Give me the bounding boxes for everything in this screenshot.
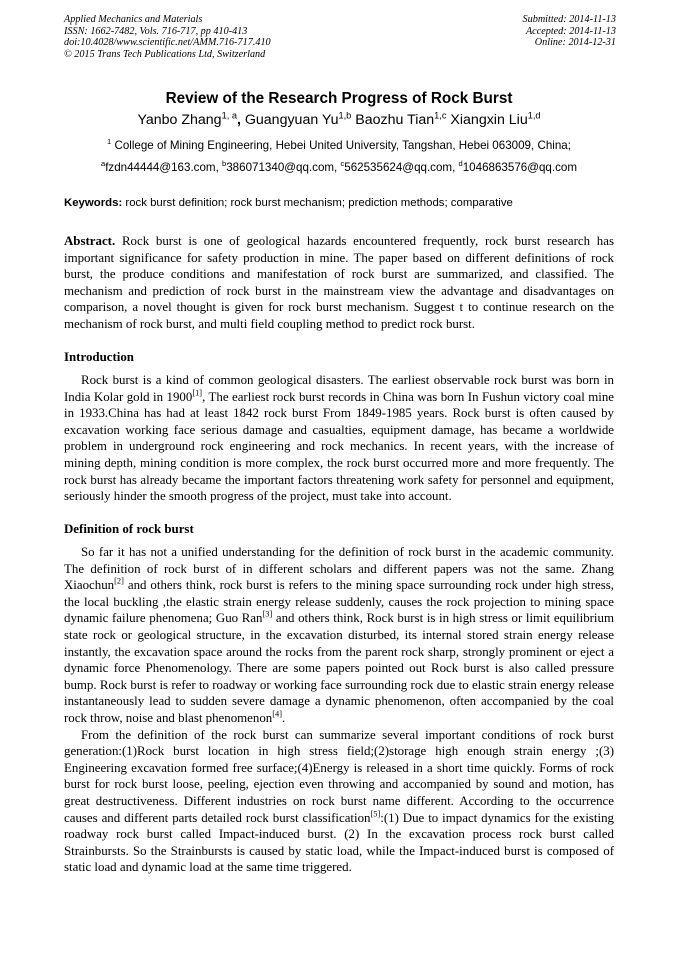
paragraph-text: , The earliest rock burst records in China was born In Fushun victory coal mine in 1933.China has had at least 1842 rock burst From 1849-1985 years. Rock burst is often caused by excavation working face serious damage and casualties, equipment damage, has became a worldwide problem in underground rock engineering and rock mechanics. In recent years, with the increase of mining depth, mining condition is more complex, the rock burst occurred more and more frequently. The rock burst has already became the important factors threatening work safety for personnel and equipment, seriously hinder the smooth progress of the project, must take into account. <box>64 389 614 504</box>
definition-body <box>64 544 614 876</box>
submitted-date: Submitted: 2014-11-13 <box>522 14 616 25</box>
introduction-body <box>64 372 614 505</box>
paragraph <box>64 372 614 505</box>
paper-title: Review of the Research Progress of Rock Burst <box>165 90 513 107</box>
journal-doi: doi:10.4028/www.scientific.net/AMM.716-717.410 <box>64 37 271 49</box>
author-name: Xiangxin Liu <box>450 112 528 128</box>
paragraph-text: :(1) Due to impact dynamics for the existing roadway rock burst called Impact-induced burst. (2) In the excavation process rock burst called Strainbursts. So the Strainbursts is caused by static load, while the Impact-induced burst is composed of static load and dynamic load at the same time triggered. <box>64 810 614 875</box>
affiliation <box>0 139 678 152</box>
email-address[interactable]: fzdn44444@163.com, <box>105 161 223 174</box>
affiliation-text: College of Mining Engineering, Hebei United University, Tangshan, Hebei 063009, China; <box>111 139 571 152</box>
email-address[interactable]: 386071340@qq.com, <box>226 161 341 174</box>
keywords <box>64 197 624 209</box>
author-sup: 1,b <box>338 110 352 121</box>
paragraph-text: and others think, Rock burst is in high stress or limit equilibrium state rock or geological structure, in the excavation disturbed, its internal stored strain energy release instantly, the excavation space around the rocks from the parent rock sharp, strongly prominent or eject a dynamic force Phenomenology. There are some papers pointed out Rock burst is also called pressure bump. Rock burst is refer to roadway or working face surrounding rock due to elastic strain energy release instantaneously lead to sudden severe damage a dynamic phenomenon, often accompanied by the coal rock throw, noise and blast phenomenon <box>64 611 614 725</box>
online-date: Online: 2014-12-31 <box>534 37 616 49</box>
keywords-label: Keywords: <box>64 197 123 209</box>
paragraph-text: and others think, rock burst is refers to the mining space surrounding rock under high stress, the local buckling ,the elastic strain energy release suddenly, causes the rock projection to mining space dynamic failure phenomena; Guo Ran <box>64 578 614 626</box>
paragraph-text: . <box>282 710 286 725</box>
journal-issn: ISSN: 1662-7482, Vols. 716-717, pp 410-413 <box>64 25 248 37</box>
journal-info <box>64 14 271 60</box>
keywords-text: rock burst definition; rock burst mechanism; prediction methods; comparative <box>122 197 513 209</box>
citation[interactable]: [4] <box>272 709 282 719</box>
email-address[interactable]: 1046863576@qq.com <box>462 161 578 174</box>
citation[interactable]: [5] <box>370 809 381 819</box>
author-emails <box>0 161 678 174</box>
citation[interactable]: [2] <box>114 576 124 586</box>
author-name: Yanbo Zhang <box>137 112 222 128</box>
journal-copyright: © 2015 Trans Tech Publications Ltd, Switzerland <box>64 48 266 60</box>
section-heading-introduction: Introduction <box>64 350 134 364</box>
citation[interactable]: [3] <box>262 610 273 620</box>
author-name: Baozhu Tian <box>355 112 435 128</box>
author-sup: 1,d <box>527 110 541 121</box>
paragraph-text: Rock burst is a kind of common geological disasters. The earliest observable rock burst was born in India Kolar gold in 1900 <box>64 373 614 404</box>
author-list <box>0 112 678 128</box>
citation[interactable]: [1] <box>192 388 203 398</box>
paragraph-text: So far it has not a unified understanding for the definition of rock burst in the academic community. The definition of rock burst of in different scholars and different papers was not the same. Zhang Xiaochun <box>64 545 614 593</box>
abstract <box>64 233 614 333</box>
journal-name: Applied Mechanics and Materials <box>64 14 203 25</box>
email-sup: a <box>100 159 106 169</box>
accepted-date: Accepted: 2014-11-13 <box>525 25 616 37</box>
paragraph-text: From the definition of the rock burst can summarize several important conditions of rock burst generation:(1)Rock burst location in high stress field;(2)storage high enough strain energy ;(3) Engineering excavation formed free surface;(4)Energy is released in a short time quickly. Forms of rock burst for rock burst loose, peeling, ejection even throwing and accompanied by sound and motion, has great destructiveness. Different industries on rock burst name different. According to the occurrence causes and different parts detailed rock burst classification <box>64 727 614 825</box>
author-name: Guangyuan Yu <box>244 112 339 128</box>
affiliation-sup: 1 <box>107 137 112 147</box>
author-sup: 1,c <box>434 110 447 121</box>
author-separator: , <box>236 112 245 128</box>
email-address[interactable]: 562535624@qq.com, <box>344 161 459 174</box>
author-sup: 1, a <box>221 110 237 121</box>
paragraph <box>64 727 614 876</box>
email-sup: c <box>340 159 345 169</box>
submission-dates <box>523 14 616 49</box>
email-sup: b <box>222 159 227 169</box>
email-sup: d <box>458 159 463 169</box>
section-heading-definition: Definition of rock burst <box>64 522 194 536</box>
abstract-text: Rock burst is one of geological hazards encountered frequently, rock burst research has important significance for safety production in mine. The paper based on different definitions of rock burst, the produce conditions and manifestation of rock burst are summarized, and classified. The mechanism and prediction of rock burst in the mainstream view the advantage and disadvantages on comparison, a novel thought is given for rock burst mechanism. Suggest t to continue research on the mechanism of rock burst, and multi field coupling method to predict rock burst. <box>64 234 614 331</box>
abstract-label: Abstract. <box>64 234 116 248</box>
paragraph <box>64 544 614 727</box>
